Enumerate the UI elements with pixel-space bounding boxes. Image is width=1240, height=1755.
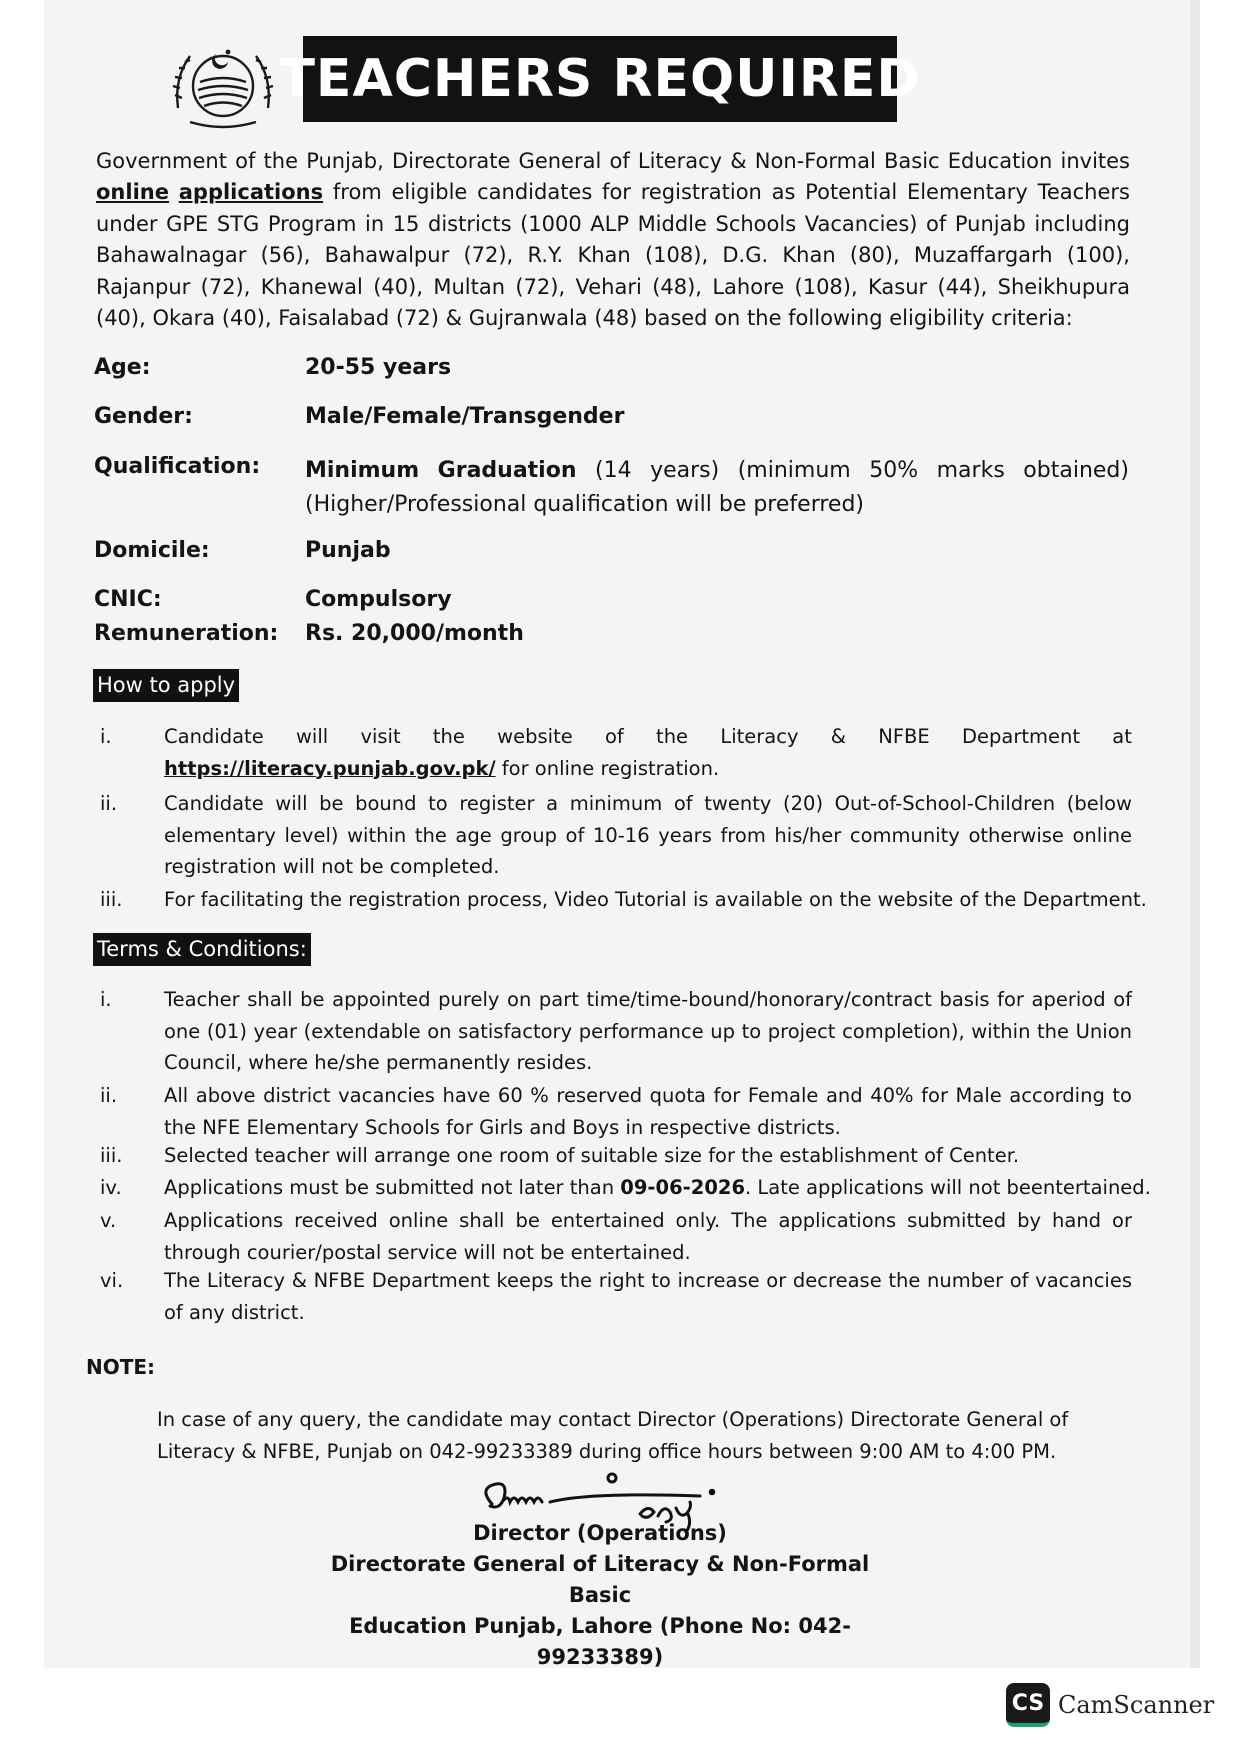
domicile-value: Punjab: [305, 538, 391, 563]
list-number: iii.: [100, 1144, 123, 1167]
age-value: 20-55 years: [305, 355, 452, 380]
literacy-website-link[interactable]: https://literacy.punjab.gov.pk/: [164, 756, 496, 780]
gender-label: Gender:: [94, 404, 193, 429]
deadline-date: 09-06-2026: [620, 1176, 746, 1199]
signatory-block: [300, 1518, 900, 1673]
list-number: i.: [100, 988, 112, 1011]
page-title: TEACHERS REQUIRED: [303, 36, 897, 122]
list-number: iv.: [100, 1176, 122, 1199]
intro-paragraph: Government of the Punjab, Directorate General of Literacy & Non-Formal Basic Education invites online applications from eligible candidates for registration as Potential Elementary Teachers under GPE STG Program in 15 districts (1000 ALP Middle Schools Vacancies) of Punjab including Bahawalnagar (56), Bahawalpur (72), R.Y. Khan (108), D.G. Khan (80), Muzaffargarh (100), Rajanpur (72), Khanewal (40), Multan (72), Vehari (48), Lahore (108), Kasur (44), Sheikhupura (40), Okara (40), Faisalabad (72) & Gujranwala (48) based on the following eligibility criteria:: [96, 149, 1130, 331]
list-number: vi.: [100, 1269, 124, 1292]
signatory-title: Director (Operations): [473, 1521, 727, 1545]
list-number: ii.: [100, 1084, 118, 1107]
scan-edge: [1190, 0, 1200, 1668]
qualification-line-1: Minimum Graduation (14 years) (minimum 50% marks obtained): [305, 458, 1129, 483]
how-to-apply-heading: How to apply: [93, 669, 239, 702]
punjab-emblem-icon: [170, 38, 276, 134]
online-link[interactable]: online: [96, 180, 169, 205]
cnic-value: Compulsory: [305, 587, 452, 612]
remuneration-value: Rs. 20,000/month: [305, 621, 524, 646]
list-number: iii.: [100, 888, 123, 911]
remuneration-label: Remuneration:: [94, 621, 279, 646]
camscanner-watermark: [1006, 1682, 1214, 1728]
list-number: i.: [100, 725, 112, 748]
list-number: v.: [100, 1209, 117, 1232]
gender-value: Male/Female/Transgender: [305, 404, 625, 429]
cnic-label: CNIC:: [94, 587, 162, 612]
signatory-org-line-2: Education Punjab, Lahore (Phone No: 042-99233389): [349, 1614, 851, 1669]
note-text: In case of any query, the candidate may contact Director (Operations) Directorate General of Literacy & NFBE, Punjab on 042-99233389 during office hours between 9:00 AM to 4:00 PM.: [157, 1408, 1069, 1463]
apply-step-1-line-1: Candidate will visit the website of the Literacy & NFBE Department at: [164, 725, 1132, 748]
domicile-label: Domicile:: [94, 538, 210, 563]
qualification-line-2: (Higher/Professional qualification will be preferred): [305, 492, 864, 517]
signatory-org-line-1: Directorate General of Literacy & Non-Formal Basic: [330, 1552, 870, 1607]
list-number: ii.: [100, 792, 118, 815]
applications-link[interactable]: applications: [178, 180, 324, 205]
camscanner-logo-icon: CS: [1006, 1683, 1050, 1727]
age-label: Age:: [94, 355, 151, 380]
terms-heading: Terms & Conditions:: [93, 933, 311, 966]
qualification-label: Qualification:: [94, 454, 261, 479]
camscanner-brand: CamScanner: [1058, 1691, 1215, 1719]
qualification-value: [305, 454, 1129, 522]
note-label: NOTE:: [86, 1355, 156, 1379]
